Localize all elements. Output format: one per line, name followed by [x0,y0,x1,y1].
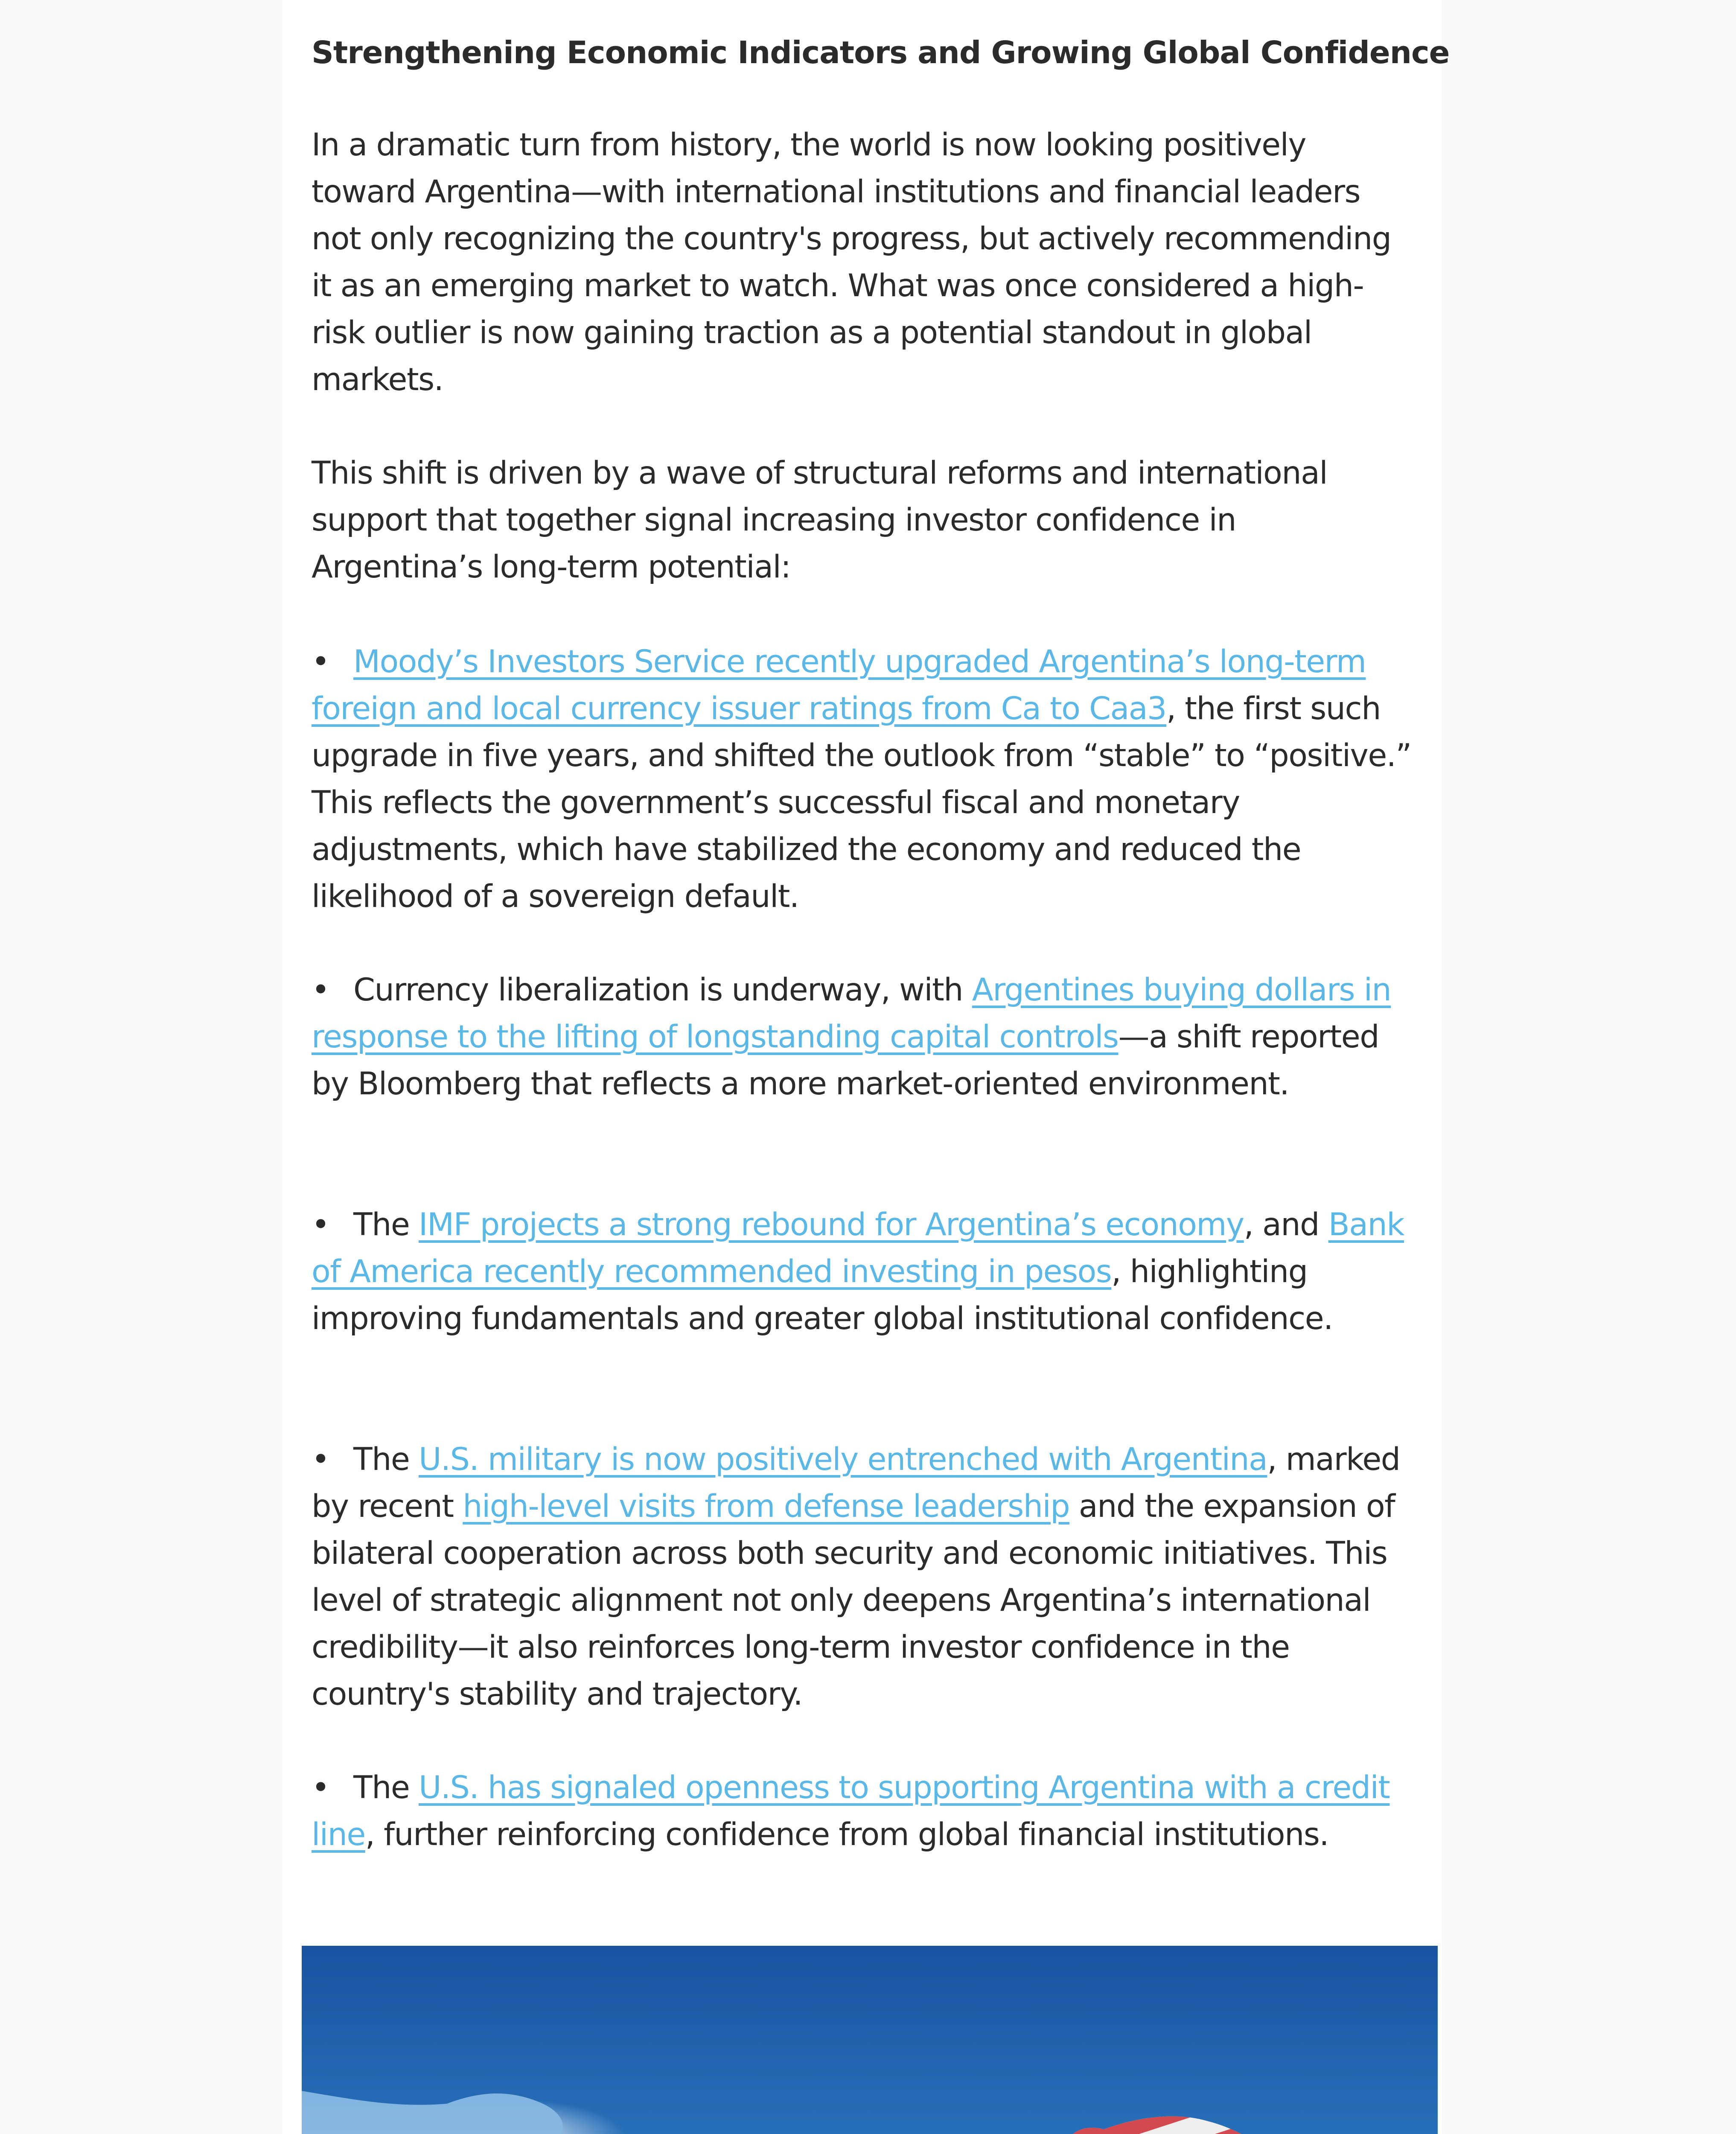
defense-leadership-visits-link[interactable]: high-level visits from defense leadership [463,1488,1070,1525]
bullet-text: The [353,1770,419,1806]
bullet-text: and the expansion of bilateral cooperation across both security and economic initiatives. This level of strategic alignment not only deepens Argentina’s international credibility—it also reinforces long-term investor confidence in the country's stability and trajectory. [312,1488,1395,1712]
bullet-item [312,1764,1413,1858]
bullet-item [312,1436,1413,1718]
bullet-text: The [353,1441,419,1478]
handshake-illustration [302,1946,1438,2134]
article-column [282,0,1450,2134]
argentines-buying-dollars-link[interactable]: Argentines buying dollars in response to the lifting of longstanding capital controls [312,972,1391,1055]
second-paragraph: This shift is driven by a wave of structural reforms and international support that together signal increasing investor confidence in Argentina’s long-term potential: [312,455,1328,585]
bullet-icon: • [312,1770,329,1806]
bullet-text: Currency liberalization is underway, with [353,972,972,1008]
moodys-upgrade-link[interactable]: Moody’s Investors Service recently upgraded Argentina’s long-term foreign and local currency issuer ratings from Ca to Caa3 [312,644,1366,727]
bullet-item [312,638,1413,920]
bullet-item [312,967,1413,1108]
bullet-icon: • [312,972,329,1008]
bullet-text: , the first such upgrade in five years, and shifted the outlook from “stable” to “positive.” This reflects the government’s successful fiscal and monetary adjustments, which have stabilized the economy and reduced the likelihood of a sovereign default. [312,691,1411,915]
imf-rebound-link[interactable]: IMF projects a strong rebound for Argentina’s economy [418,1207,1244,1243]
bank-of-america-pesos-link[interactable]: Bank of America recently recommended investing in pesos [312,1207,1404,1290]
bullet-text: , highlighting improving fundamentals and greater global institutional confidence. [312,1254,1333,1337]
bullet-icon: • [312,644,329,680]
us-military-link[interactable]: U.S. military is now positively entrenched with Argentina [418,1441,1267,1478]
handshake-photo [302,1946,1438,2134]
intro-paragraph: In a dramatic turn from history, the world is now looking positively toward Argentina—with international institutions and financial leaders not only recognizing the country's progress, but actively recommending it as an emerging market to watch. What was once considered a high-risk outlier is now gaining traction as a potential standout in global markets. [312,127,1391,398]
bullet-text: , further reinforcing confidence from global financial institutions. [365,1816,1329,1853]
bullet-text: , and [1244,1207,1328,1243]
bullet-text: , marked by recent [312,1441,1400,1525]
us-credit-line-link[interactable]: U.S. has signaled openness to supporting Argentina with a credit line [312,1770,1390,1853]
bullet-text: —a shift reported by Bloomberg that reflects a more market-oriented environment. [312,1019,1379,1102]
bullet-item [312,1201,1413,1342]
section-heading: Strengthening Economic Indicators and Growing Global Confidence [312,35,1450,70]
bullet-text: The [353,1207,419,1243]
bullet-icon: • [312,1441,329,1478]
bullet-icon: • [312,1207,329,1243]
